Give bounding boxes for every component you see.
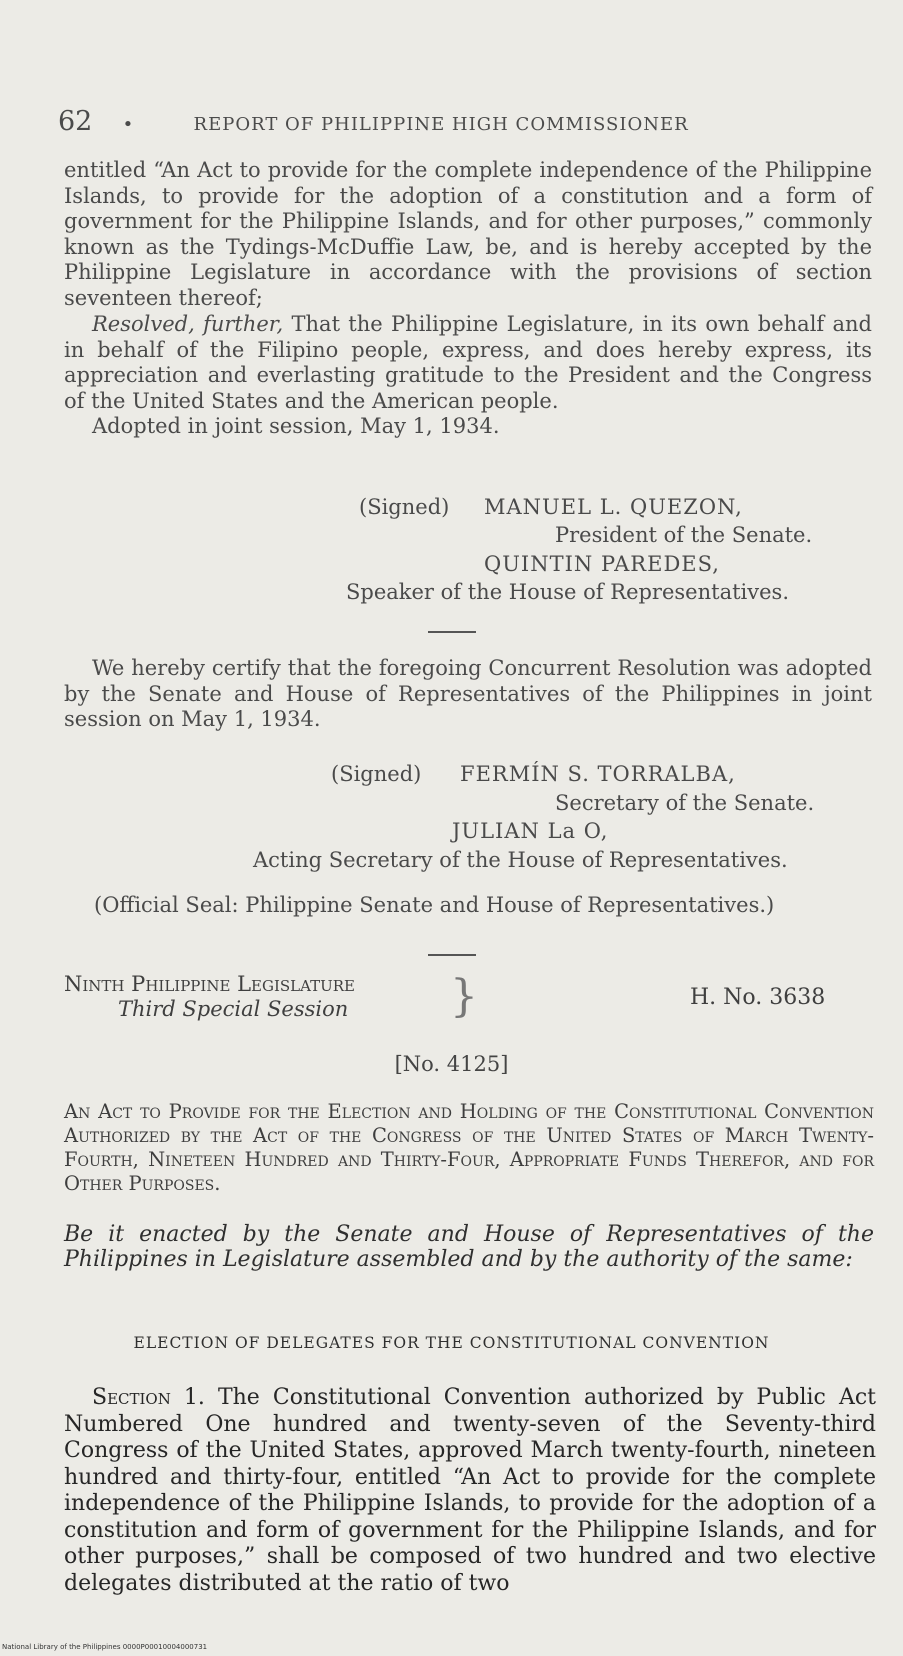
signature-quezon-title: President of the Senate.	[555, 523, 813, 547]
separator-rule-2	[428, 954, 476, 956]
legislature-name: Ninth Philippine Legislature	[64, 972, 356, 996]
signed-label-1: (Signed)	[359, 495, 450, 519]
signed-label-2: (Signed)	[331, 762, 422, 786]
official-seal-note: (Official Seal: Philippine Senate and House of Representatives.)	[94, 893, 775, 917]
page-header	[58, 106, 848, 137]
paragraph-resolved	[64, 312, 872, 414]
section-1-label: Section 1.	[92, 1385, 205, 1410]
certification-paragraph: We hereby certify that the foregoing Concurrent Resolution was adopted by the Senate and House of Representatives of the Philippines in joint session on May 1, 1934.	[64, 656, 872, 732]
separator-rule-1	[428, 631, 476, 633]
signature-torralba: FERMÍN S. TORRALBA,	[460, 762, 736, 786]
adopted-line: Adopted in joint session, May 1, 1934.	[92, 414, 500, 438]
section-1-paragraph	[64, 1385, 876, 1597]
page-number: 62	[58, 106, 93, 137]
act-number: [No. 4125]	[394, 1052, 509, 1076]
signature-paredes-title: Speaker of the House of Representatives.	[346, 580, 789, 604]
header-bullet: •	[122, 114, 134, 135]
signature-quezon: MANUEL L. QUEZON,	[484, 495, 743, 519]
signature-paredes: QUINTIN PAREDES,	[484, 552, 720, 576]
legislature-session: Third Special Session	[118, 997, 349, 1021]
signature-lao-title: Acting Secretary of the House of Representatives.	[253, 848, 788, 872]
resolved-lead: Resolved, further,	[92, 312, 284, 336]
paragraph-entitled: entitled “An Act to provide for the complete independence of the Philippine Islands, to provide for the adoption of a constitution and a form of government for the Philippine Islands, and for other purposes,” commonly known as the Tydings-McDuffie Law, be, and is hereby accepted by the Philippine Legislature in accordance with the provisions of section seventeen thereof;	[64, 158, 872, 310]
legislature-block	[64, 972, 355, 1022]
resolved-text: That the Philippine Legislature, in its own behalf and in behalf of the Filipino people, express, and does hereby express, its appreciation and everlasting gratitude to the President and the Congress of the United States and the American people.	[64, 312, 872, 413]
enacting-clause: Be it enacted by the Senate and House of Representatives of the Philippines in Legislature assembled and by the authority of the same:	[64, 1222, 874, 1272]
running-head: REPORT OF PHILIPPINE HIGH COMMISSIONER	[193, 114, 689, 135]
brace-decoration: }	[450, 971, 478, 1022]
section-1-text: The Constitutional Convention authorized by Public Act Numbered One hundred and twenty-seven of the Seventy-third Congress of the United States, approved March twenty-fourth, nineteen hundred and thirty-four, entitled “An Act to provide for the complete independence of the Philippine Islands, to provide for the adoption of a constitution and form of government for the Philippine Islands, and for other purposes,” shall be composed of two hundred and two elective delegates distributed at the ratio of two	[64, 1385, 876, 1596]
signature-lao: JULIAN La O,	[452, 819, 609, 843]
act-title: An Act to Provide for the Election and Holding of the Constitutional Convention Authorized by the Act of the Congress of the United States of March Twenty-Fourth, Nineteen Hundred and Thirty-Four, Appropriate Funds Therefor, and for Other Purposes.	[64, 1100, 874, 1195]
bill-number: H. No. 3638	[690, 985, 826, 1010]
section-heading: ELECTION OF DELEGATES FOR THE CONSTITUTIONAL CONVENTION	[133, 1334, 770, 1352]
signature-torralba-title: Secretary of the Senate.	[555, 791, 815, 815]
scan-footer: National Library of the Philippines 0000P00010004000731	[2, 1643, 208, 1651]
